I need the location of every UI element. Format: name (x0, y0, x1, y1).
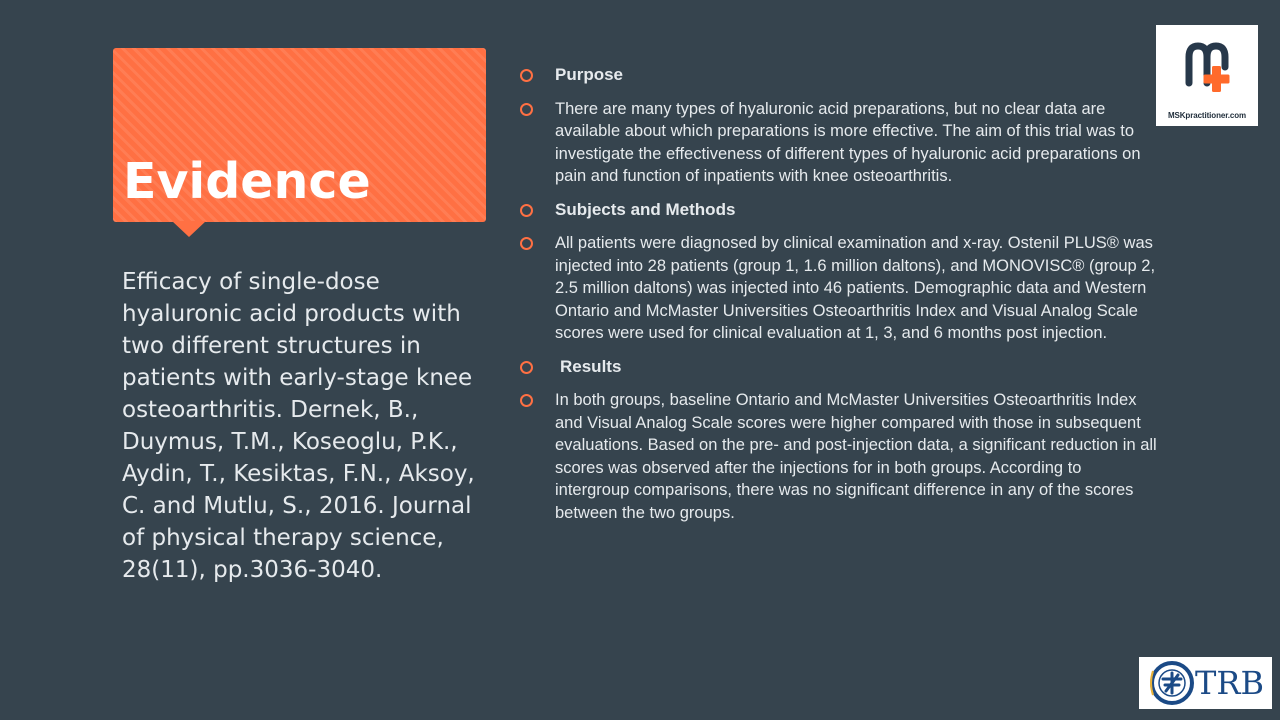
content-list (520, 64, 1160, 524)
circle-bullet-icon (520, 204, 533, 217)
circle-bullet-icon (520, 394, 533, 407)
results-body: In both groups, baseline Ontario and McMaster Universities Osteoarthritis Index and Visual Analog Scale scores were higher compared with those in subsequent evaluations. Based on the pre- and post-injection data, a significant reduction in all scores was observed after the injections for in both groups. According to intergroup comparisons, there was no significant difference in any of the scores between the two groups. (555, 391, 1157, 522)
circle-bullet-icon (520, 237, 533, 250)
purpose-heading-item (520, 64, 1160, 87)
purpose-body-item (520, 98, 1160, 188)
purpose-heading: Purpose (555, 65, 624, 84)
msk-practitioner-logo (1156, 25, 1258, 126)
results-heading: Results (560, 356, 622, 376)
circle-bullet-icon (520, 69, 533, 82)
results-heading-item (520, 356, 1160, 379)
trb-logo (1139, 657, 1272, 709)
circle-bullet-icon (520, 103, 533, 116)
trb-logo-text: TRB (1195, 664, 1264, 702)
msk-m-plus-icon (1156, 25, 1258, 115)
circle-bullet-icon (520, 361, 533, 374)
methods-heading-item (520, 199, 1160, 222)
citation-text: Efficacy of single-dose hyaluronic acid products with two different structures in patients with early-stage knee osteoarthritis. Dernek, B., Duymus, T.M., Koseoglu, P.K., Aydin, T., Kesiktas, F.N., Aksoy, C. and Mutlu, S., 2016. Journal of physical therapy science, 28(11), pp.3036-3040. (122, 269, 475, 583)
methods-body-item (520, 232, 1160, 345)
results-body-item (520, 389, 1160, 524)
title-banner-pointer (172, 221, 206, 237)
msk-logo-text: MSKpractitioner.com (1167, 111, 1247, 120)
methods-heading: Subjects and Methods (555, 199, 736, 219)
slide-title: Evidence (123, 153, 371, 210)
purpose-body: There are many types of hyaluronic acid preparations, but no clear data are available about which preparations is more effective. The aim of this trial was to investigate the effectiveness of different types of hyaluronic acid preparations on pain and function of inpatients with knee osteoarthritis. (555, 99, 1141, 185)
methods-body: All patients were diagnosed by clinical examination and x-ray. Ostenil PLUS® was injected into 28 patients (group 1, 1.6 million daltons), and MONOVISC® (group 2, 2.5 million daltons) was injected into 46 patients. Demographic data and Western Ontario and McMaster Universities Osteoarthritis Index and Visual Analog Scale scores were used for clinical evaluation at 1, 3, and 6 months post injection. (555, 234, 1156, 342)
